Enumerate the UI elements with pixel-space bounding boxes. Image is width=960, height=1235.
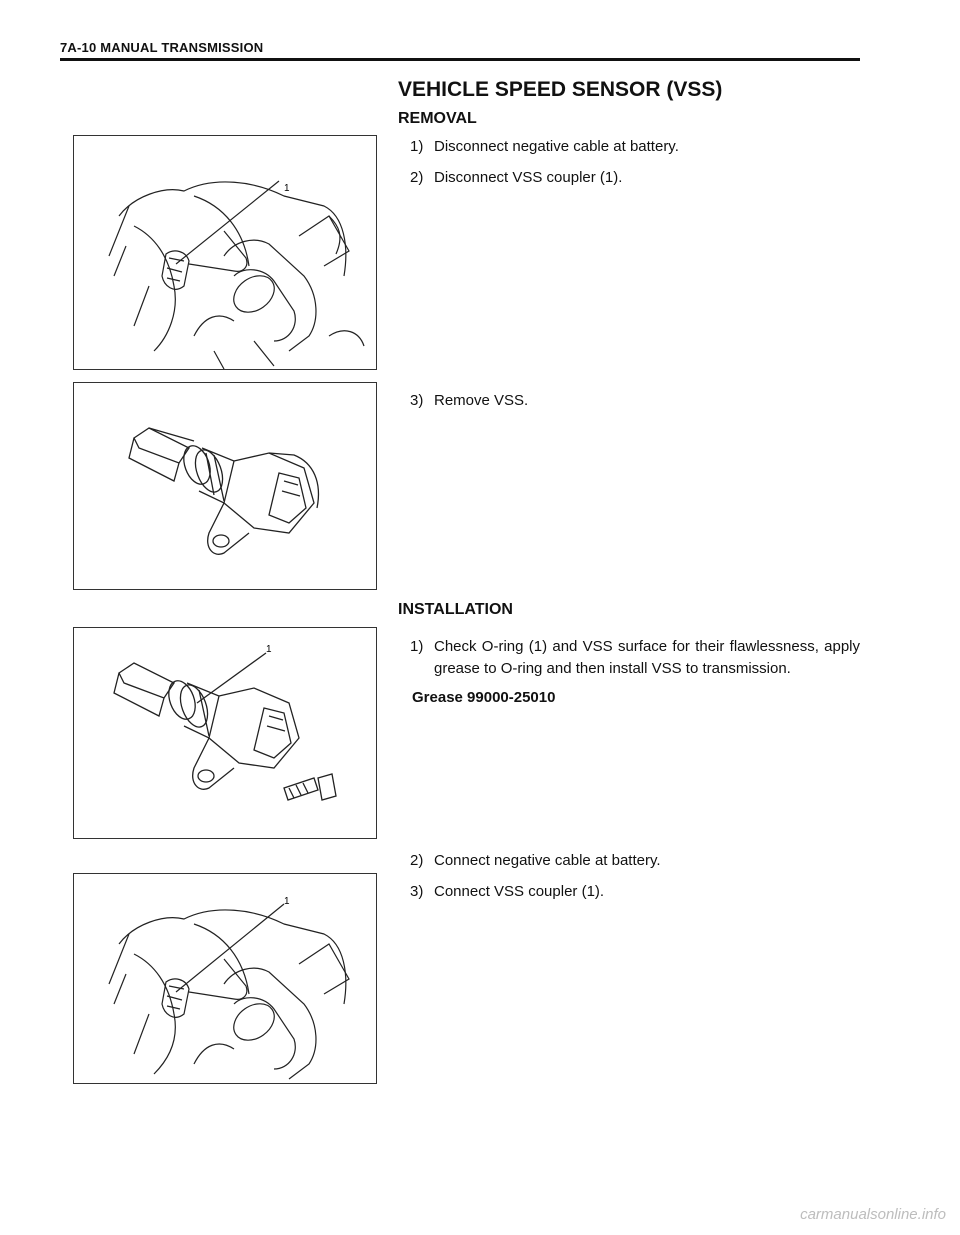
figure-vss-oring-bolt	[73, 627, 377, 839]
step-number: 1)	[410, 638, 424, 655]
step-text: Connect negative cable at battery.	[434, 852, 661, 869]
removal-step-2	[410, 167, 622, 189]
step-text: Connect VSS coupler (1).	[434, 883, 605, 900]
step-text: Disconnect VSS coupler (1).	[434, 169, 623, 186]
header-rule	[60, 58, 860, 61]
page-title: VEHICLE SPEED SENSOR (VSS)	[398, 78, 723, 101]
step-number: 1)	[410, 138, 424, 155]
watermark: carmanualsonline.info	[800, 1206, 946, 1223]
step-number: 2)	[410, 169, 424, 186]
callout-1: 1	[284, 183, 290, 194]
figure-vss-coupler-removal	[73, 135, 377, 370]
page-header: 7A-10 MANUAL TRANSMISSION	[60, 40, 264, 55]
callout-1: 1	[266, 644, 272, 655]
callout-1: 1	[284, 896, 290, 907]
removal-heading: REMOVAL	[398, 110, 477, 127]
installation-step-2	[410, 850, 661, 872]
step-text: Check O-ring (1) and VSS surface for their flawlessness, apply grease to O-ring and then install VSS to transmission.	[434, 638, 860, 677]
removal-step-3	[410, 390, 528, 412]
oring-illustration	[74, 628, 376, 838]
grease-spec: Grease 99000-25010	[412, 689, 556, 706]
coupler-install-illustration	[74, 874, 376, 1083]
figure-vss-coupler-install	[73, 873, 377, 1084]
step-number: 3)	[410, 392, 424, 409]
step-text: Remove VSS.	[434, 392, 529, 409]
step-number: 2)	[410, 852, 424, 869]
installation-heading: INSTALLATION	[398, 601, 513, 618]
removal-step-1	[410, 136, 679, 158]
installation-step-3	[410, 881, 604, 903]
sensor-illustration	[74, 383, 376, 589]
installation-step-1	[410, 636, 860, 680]
step-text: Disconnect negative cable at battery.	[434, 138, 679, 155]
figure-vss-sensor	[73, 382, 377, 590]
step-number: 3)	[410, 883, 424, 900]
coupler-illustration	[74, 136, 376, 369]
